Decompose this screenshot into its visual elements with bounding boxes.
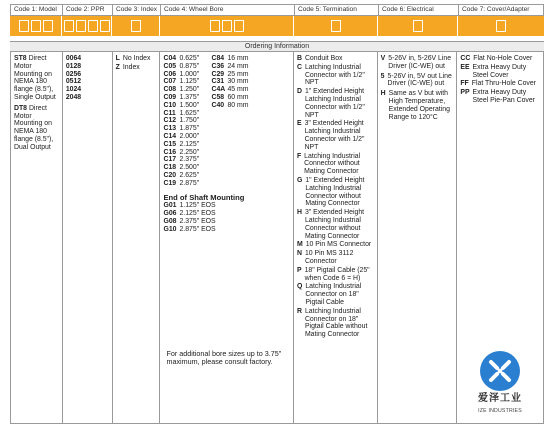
bore-grid	[163, 55, 289, 188]
bore-row: C17 2.375"	[163, 156, 200, 164]
code-digit-box	[100, 20, 110, 32]
bore-row: C07 1.125"	[163, 78, 200, 86]
index-code: Z	[115, 63, 120, 71]
ppr-value: 0256	[65, 70, 82, 78]
bore-row: C18 2.500"	[163, 164, 200, 172]
header-code-6: Code 6: Electrical	[378, 4, 458, 16]
eos-row: G01 1.125" EOS	[163, 202, 216, 210]
code-4-boxes	[160, 16, 294, 36]
bore-row: C04 0.625"	[163, 55, 200, 62]
code-digit-box	[43, 20, 53, 32]
cover-entry: FF Flat Thru-Hole Cover	[460, 80, 536, 88]
termination-entry: E 3" Extended Height Latching Industrial Connector with 1/2" NPT	[296, 120, 365, 151]
code-digit-box	[222, 20, 232, 32]
termination-entry: Q Latching Industrial Connector on 18" Pigtail Cable	[296, 283, 362, 306]
index-desc: No Index	[122, 55, 151, 62]
bore-row: C15 2.125"	[163, 140, 200, 148]
bore-inch-list	[163, 55, 211, 188]
electrical-column	[378, 52, 458, 423]
code-digit-box	[210, 20, 220, 32]
termination-entry: F Latching Industrial Connector without Mating Connector	[296, 152, 361, 176]
termination-entry: N 10 Pin MS 3112 Connector	[296, 250, 354, 265]
bore-row: C4A 45 mm	[211, 86, 249, 94]
code-digit-box	[234, 20, 244, 32]
termination-entry: H 3" Extended Height Latching Industrial Connector without Mating Connector	[296, 209, 365, 240]
electrical-entry: V 5-26V in, 5-26V Line Driver (IC-WE) out	[380, 55, 452, 70]
ordering-information-title: Ordering Information	[10, 41, 544, 52]
bore-row: C36 24 mm	[211, 62, 249, 70]
bore-row: C20 2.625"	[163, 171, 200, 179]
bore-note: For additional bore sizes up to 3.75" maximum, please consult factory.	[166, 349, 282, 366]
code-header-row	[10, 4, 544, 16]
model-entry	[14, 105, 59, 152]
ppr-value: 1024	[65, 86, 82, 94]
bore-row: C29 25 mm	[211, 70, 249, 78]
wheel-bore-column	[160, 52, 293, 423]
bore-row: C84 16 mm	[211, 55, 249, 62]
code-7-boxes	[458, 16, 544, 36]
termination-entry: P 18" Pigtail Cable (25" when Code 6 = H)	[296, 266, 370, 282]
termination-entry: M 10 Pin MS Connector	[296, 241, 372, 249]
bore-row: C11 1.625"	[163, 109, 200, 117]
code-digit-box	[131, 20, 141, 32]
model-entry	[14, 55, 59, 102]
header-code-1: Code 1: Model	[10, 4, 62, 16]
code-2-boxes	[62, 16, 112, 36]
model-desc: Direct Motor Mounting on NEMA 180 flange (8.5"), Dual Output	[14, 104, 54, 151]
bore-row: C13 1.875"	[163, 125, 200, 133]
code-digit-box	[496, 20, 506, 32]
bore-row: C40 80 mm	[211, 101, 249, 109]
bore-row: C31 30 mm	[211, 78, 249, 86]
bore-row: C10 1.500"	[163, 101, 200, 109]
bore-row: C19 2.875"	[163, 179, 200, 187]
bore-row: C08 1.250"	[163, 86, 200, 94]
code-digit-box	[88, 20, 98, 32]
code-3-boxes	[112, 16, 160, 36]
code-digit-box	[31, 20, 41, 32]
bore-row: C14 2.000"	[163, 132, 200, 140]
code-digit-box	[19, 20, 29, 32]
code-box-row	[10, 16, 544, 36]
model-code: ST8	[14, 55, 27, 62]
eos-title: End of Shaft Mounting	[163, 192, 245, 202]
header-code-4: Code 4: Wheel Bore	[160, 4, 294, 16]
eos-row: G10 2.875" EOS	[163, 225, 216, 233]
bore-row: C05 0.875"	[163, 62, 200, 70]
header-code-7: Code 7: Cover/Adapter	[458, 4, 544, 16]
ordering-sheet	[10, 4, 544, 424]
cover-entry: EE Extra Heavy Duty Steel Cover	[460, 63, 527, 79]
bore-row: C06 1.000"	[163, 70, 200, 78]
index-entry	[116, 55, 157, 63]
termination-entry: C Latching Industrial Connector with 1/2" NPT	[296, 63, 365, 87]
ppr-value: 0512	[65, 78, 82, 86]
index-entry	[116, 64, 157, 72]
termination-entry: D 1" Extended Height Latching Industrial Connector with 1/2" NPT	[296, 88, 365, 119]
ppr-value: 0128	[65, 62, 82, 70]
ize-logo	[465, 351, 535, 417]
bore-row: C16 2.250"	[163, 148, 200, 156]
termination-column	[294, 52, 378, 423]
ize-logo-mark	[486, 357, 514, 385]
code-1-boxes	[10, 16, 62, 36]
ppr-column	[63, 52, 113, 423]
model-column	[11, 52, 63, 423]
ppr-value: 0064	[65, 55, 82, 62]
cover-entry: CC Flat No-Hole Cover	[460, 55, 533, 62]
ppr-value: 2048	[65, 93, 82, 101]
bore-row: C12 1.750"	[163, 117, 200, 125]
bore-metric-list	[211, 55, 263, 188]
termination-entry: R Latching Industrial Connector on 18" Pigtail Cable without Mating Connector	[296, 307, 368, 339]
logo-english-name: IZE INDUSTRIES	[478, 408, 522, 414]
code-digit-box	[413, 20, 423, 32]
header-code-2: Code 2: PPR	[62, 4, 112, 16]
model-desc: Direct Motor Mounting on NEMA 180 flange (8.5"), Single Output	[14, 55, 56, 101]
ordering-columns	[10, 52, 544, 424]
code-5-boxes	[294, 16, 378, 36]
cover-entry: PP Extra Heavy Duty Steel Pie-Pan Cover	[460, 89, 535, 104]
code-digit-box	[64, 20, 74, 32]
index-desc: Index	[122, 63, 140, 71]
electrical-entry: 5 5-26V in, 5V out Line Driver (IC-WE) out	[380, 72, 452, 88]
header-code-5: Code 5: Termination	[294, 4, 378, 16]
eos-row: G06 2.125" EOS	[163, 210, 216, 218]
index-column	[113, 52, 161, 423]
eos-row: G08 2.375" EOS	[163, 217, 216, 225]
electrical-entry: H Same as V but with High Temperature, Extended Operating Range to 120°C	[380, 90, 450, 121]
termination-entry: G 1" Extended Height Latching Industrial Connector without Mating Connector	[296, 176, 365, 208]
code-6-boxes	[378, 16, 458, 36]
bore-row: C58 60 mm	[211, 93, 249, 101]
logo-chinese-name: 爱泽工业	[478, 393, 523, 404]
termination-entry: B Conduit Box	[296, 55, 343, 62]
ize-logo-icon	[480, 351, 520, 391]
cover-column	[457, 52, 543, 423]
index-code: L	[115, 55, 120, 62]
model-code: DT8	[14, 104, 28, 112]
code-digit-box	[331, 20, 341, 32]
code-digit-box	[76, 20, 86, 32]
bore-row: C09 1.375"	[163, 93, 200, 101]
header-code-3: Code 3: Index	[112, 4, 160, 16]
